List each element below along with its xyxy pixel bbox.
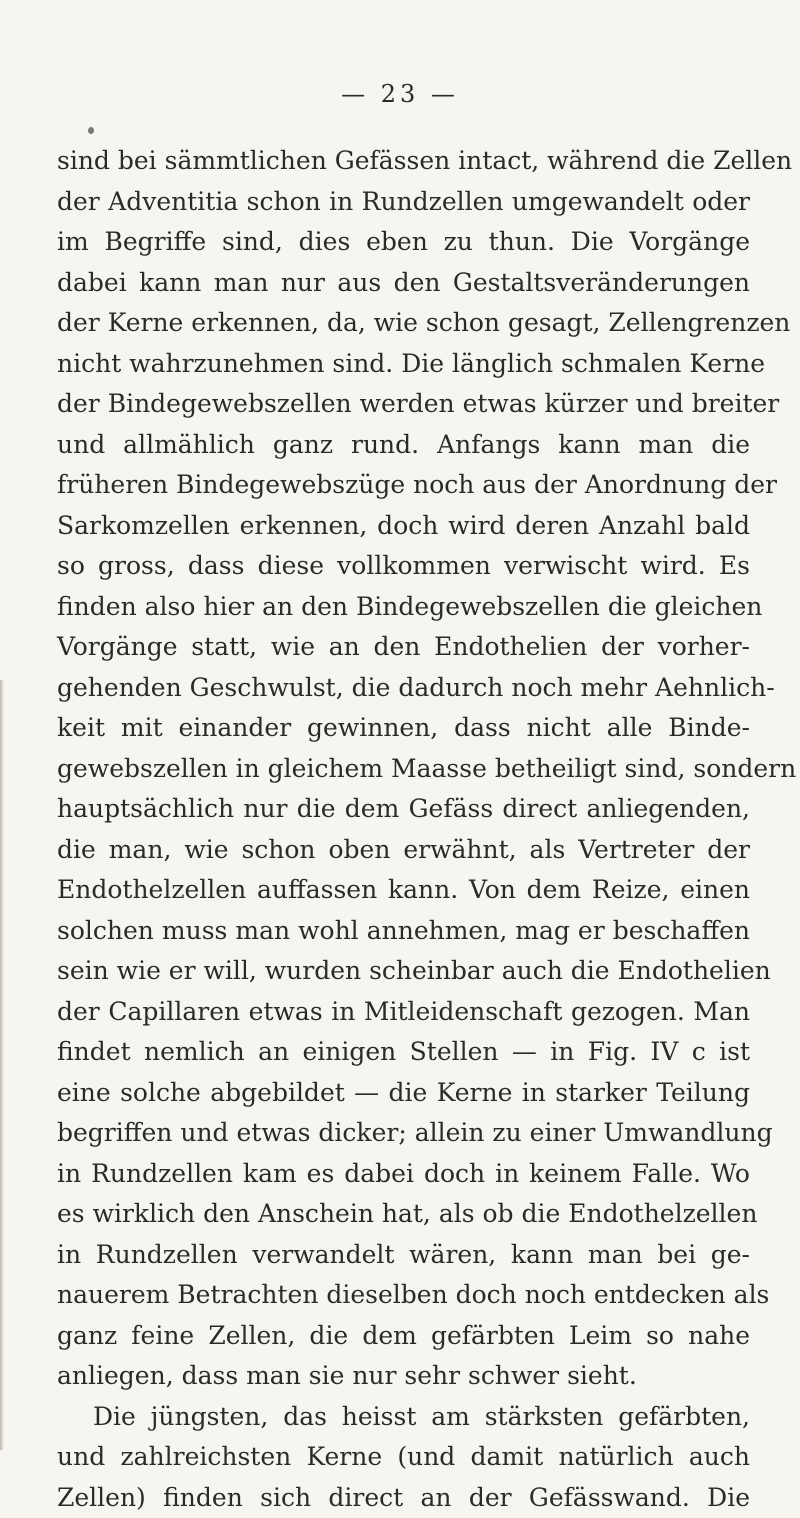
text-line: dabei kann man nur aus den Gestaltsveränderungen [57,263,750,304]
text-line: der Capillaren etwas in Mitleidenschaft gezogen. Man [57,992,750,1033]
text-line: in Rundzellen kam es dabei doch in keinem Falle. Wo [57,1154,750,1195]
text-line: finden also hier an den Bindegewebszellen die gleichen [57,587,750,628]
text-line: hauptsächlich nur die dem Gefäss direct anliegenden, [57,789,750,830]
text-line: Sarkomzellen erkennen, doch wird deren Anzahl bald [57,506,750,547]
text-line: es wirklich den Anschein hat, als ob die Endothelzellen [57,1194,750,1235]
text-line: Endothelzellen auffassen kann. Von dem Reize, einen [57,870,750,911]
text-line: keit mit einander gewinnen, dass nicht alle Binde- [57,708,750,749]
text-line: nicht wahrzunehmen sind. Die länglich schmalen Kerne [57,344,750,385]
text-line: Zellen) finden sich direct an der Gefässwand. Die [57,1478,750,1518]
text-line: sein wie er will, wurden scheinbar auch die Endothelien [57,951,750,992]
text-line: und zahlreichsten Kerne (und damit natürlich auch [57,1437,750,1478]
text-line: in Rundzellen verwandelt wären, kann man bei ge- [57,1235,750,1276]
page-edge-shadow [0,680,4,1450]
text-line: Die jüngsten, das heisst am stärksten gefärbten, [57,1397,750,1438]
text-line: der Kerne erkennen, da, wie schon gesagt, Zellengrenzen [57,303,750,344]
text-line: und allmählich ganz rund. Anfangs kann man die [57,425,750,466]
text-line: nauerem Betrachten dieselben doch noch entdecken als [57,1275,750,1316]
print-speck [88,127,94,134]
text-line: findet nemlich an einigen Stellen — in Fig. IV c ist [57,1032,750,1073]
paragraph-1 [57,141,750,1397]
text-line: anliegen, dass man sie nur sehr schwer sieht. [57,1356,750,1397]
text-line: eine solche abgebildet — die Kerne in starker Teilung [57,1073,750,1114]
text-line: im Begriffe sind, dies eben zu thun. Die Vorgänge [57,222,750,263]
text-line: begriffen und etwas dicker; allein zu einer Umwandlung [57,1113,750,1154]
text-line: solchen muss man wohl annehmen, mag er beschaffen [57,911,750,952]
text-line: gewebszellen in gleichem Maasse betheiligt sind, sondern [57,749,750,790]
text-line: Vorgänge statt, wie an den Endothelien der vorher- [57,627,750,668]
text-line: der Adventitia schon in Rundzellen umgewandelt oder [57,182,750,223]
text-line: der Bindegewebszellen werden etwas kürzer und breiter [57,384,750,425]
text-line: ganz feine Zellen, die dem gefärbten Leim so nahe [57,1316,750,1357]
text-line: früheren Bindegewebszüge noch aus der Anordnung der [57,465,750,506]
text-line: sind bei sämmtlichen Gefässen intact, während die Zellen [57,141,750,182]
text-line: die man, wie schon oben erwähnt, als Vertreter der [57,830,750,871]
body-text [57,141,750,1518]
page-number: — 23 — [0,80,800,108]
text-line: gehenden Geschwulst, die dadurch noch mehr Aehnlich- [57,668,750,709]
text-line: so gross, dass diese vollkommen verwischt wird. Es [57,546,750,587]
paragraph-2 [57,1397,750,1518]
